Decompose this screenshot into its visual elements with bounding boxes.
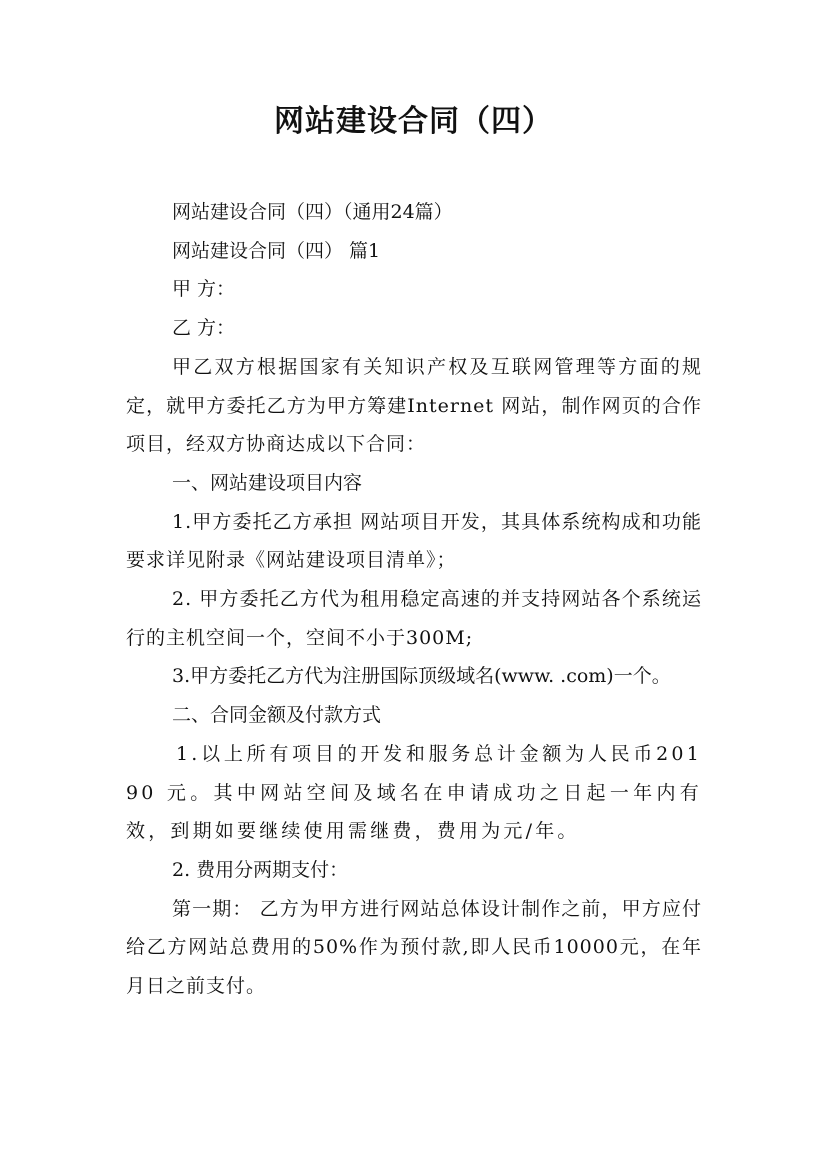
paragraph-payment-phase-1: 第一期： 乙方为甲方进行网站总体设计制作之前，甲方应付给乙方网站总费用的50%作为预付款,即人民币10000元，在年月日之前支付。 <box>126 897 702 998</box>
paragraph-item-2-1: 1.以上所有项目的开发和服务总计金额为人民币20190 元。其中网站空间及域名在申请成功之日起一年内有效，到期如要继续使用需继费，费用为元/年。 <box>126 742 702 843</box>
paragraph-heading-2: 二、合同金额及付款方式 <box>172 704 382 727</box>
paragraph-subtitle: 网站建设合同（四）（通用24篇） <box>172 201 453 223</box>
document-body <box>126 193 702 1006</box>
paragraph-party-a: 甲 方： <box>172 278 236 301</box>
paragraph-item-1-3: 3.甲方委托乙方代为注册国际顶级域名(www. .com)一个。 <box>172 665 671 688</box>
paragraph-party-b: 乙 方： <box>172 317 236 340</box>
paragraph-item-2-2: 2. 费用分两期支付： <box>172 858 349 881</box>
paragraph-section-heading: 网站建设合同（四） 篇1 <box>172 239 381 262</box>
paragraph-item-1-1: 1.甲方委托乙方承担 网站项目开发，其具体系统构成和功能要求详见附录《网站建设项目清单》； <box>126 510 702 572</box>
paragraph-preamble: 甲乙双方根据国家有关知识产权及互联网管理等方面的规定，就甲方委托乙方为甲方筹建Internet 网站，制作网页的合作项目，经双方协商达成以下合同： <box>126 355 702 456</box>
paragraph-item-1-2: 2. 甲方委托乙方代为租用稳定高速的并支持网站各个系统运行的主机空间一个，空间不小于300M; <box>126 588 702 649</box>
document-title: 网站建设合同（四） <box>274 104 553 139</box>
paragraph-heading-1: 一、网站建设项目内容 <box>172 471 363 494</box>
